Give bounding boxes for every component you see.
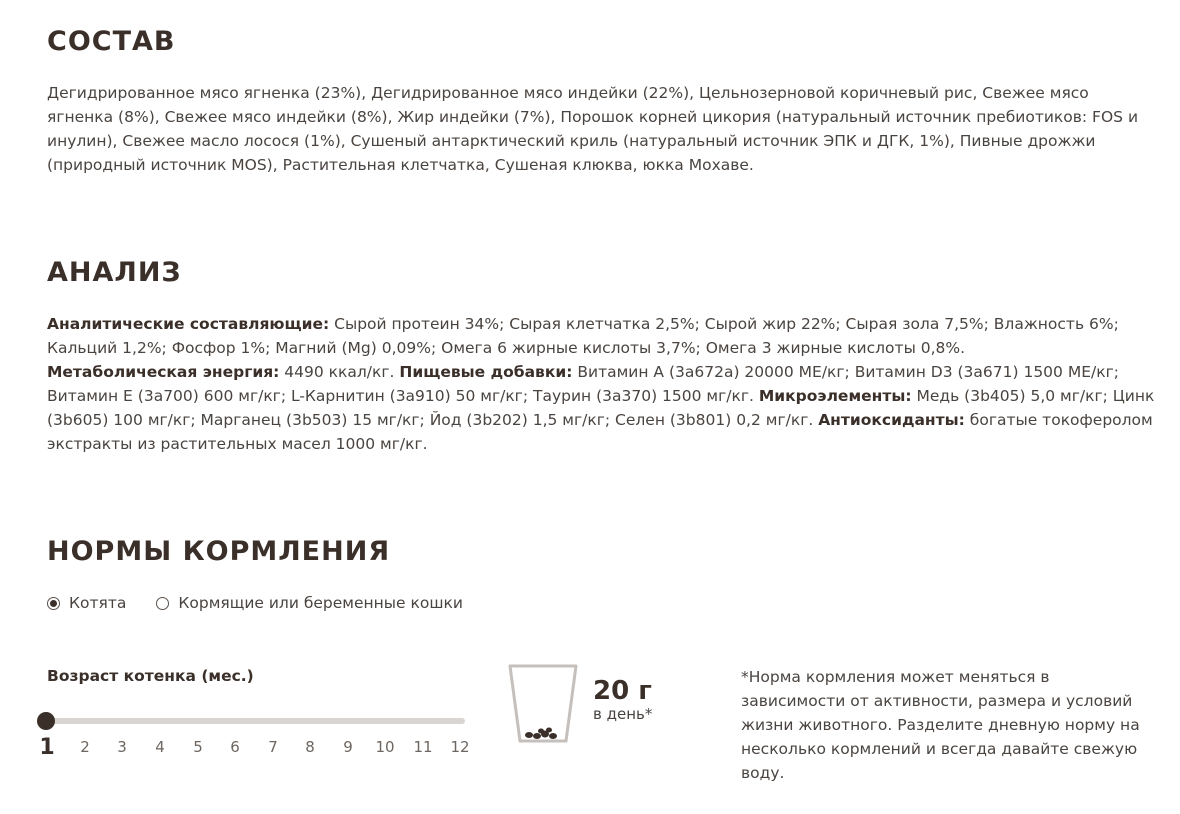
analysis-text (47, 312, 1157, 456)
radio-nursing-pregnant-label: Кормящие или беременные кошки (178, 594, 463, 612)
micro-text: Медь (3b405) 5,0 мг/кг; Цинк (3b605) 100 мг/кг; Марганец (3b503) 15 мг/кг; Йод (3b202) 1,5 мг/кг; Селен (3b801) 0,2 мг/кг. (47, 387, 1155, 429)
feeding-note: *Норма кормления может меняться в зависимости от активности, размера и условий жизни животного. Разделите дневную норму на несколько кормлений и всегда давайте свежую воду. (741, 668, 1140, 782)
analytical-text: Сырой протеин 34%; Сырая клетчатка 2,5%; Сырой жир 22%; Сырая зола 7,5%; Влажность 6%; Кальций 1,2%; Фосфор 1%; Магний (Mg) 0,09%; Омега 6 жирные кислоты 3,7%; Омега 3 жирные кислоты 0,8%. (47, 315, 1119, 357)
age-tick[interactable]: 8 (305, 738, 315, 756)
per-day-label: в день* (593, 705, 653, 723)
age-ticks (0, 735, 500, 764)
feeding-title: НОРМЫ КОРМЛЕНИЯ (47, 536, 391, 567)
additives-label: Пищевые добавки: (399, 363, 573, 381)
age-tick[interactable]: 11 (413, 738, 433, 756)
age-tick[interactable]: 6 (230, 738, 240, 756)
radio-kittens[interactable] (47, 594, 126, 612)
age-tick[interactable]: 1 (39, 735, 55, 760)
age-tick[interactable]: 7 (268, 738, 278, 756)
analysis-title: АНАЛИЗ (47, 257, 182, 288)
age-slider-thumb[interactable] (37, 712, 55, 730)
antioxidants-label: Антиоксиданты: (818, 411, 965, 429)
analytical-label: Аналитические составляющие: (47, 315, 330, 333)
radio-unchecked-icon[interactable] (156, 597, 169, 610)
age-tick[interactable]: 3 (117, 738, 127, 756)
radio-kittens-label: Котята (69, 594, 127, 612)
antioxidants-text: богатые токоферолом экстракты из растительных масел 1000 мг/кг. (47, 411, 1153, 453)
micro-label: Микроэлементы: (758, 387, 912, 405)
radio-checked-icon[interactable] (47, 597, 60, 610)
composition-text: Дегидрированное мясо ягненка (23%), Дегидрированное мясо индейки (22%), Цельнозерновой коричневый рис, Свежее мясо ягненка (8%), Свежее мясо индейки (8%), Жир индейки (7%), Порошок корней цикория (натуральный источник пребиотиков: FOS и инулин), Свежее масло лосося (1%), Сушеный антарктический криль (натуральный источник ЭПК и ДГК, 1%), Пивные дрожжи (природный источник MOS), Растительная клетчатка, Сушеная клюква, юкка Мохаве. (47, 84, 1139, 174)
age-slider-track[interactable] (47, 718, 465, 724)
age-tick[interactable]: 10 (375, 738, 395, 756)
daily-amount: 20 г (593, 676, 652, 706)
age-tick[interactable]: 4 (155, 738, 165, 756)
feeding-type-radio-group (47, 594, 493, 612)
radio-nursing-pregnant[interactable] (156, 594, 463, 612)
age-tick[interactable]: 5 (193, 738, 203, 756)
composition-title: СОСТАВ (47, 26, 176, 57)
age-tick[interactable]: 12 (450, 738, 470, 756)
food-cup-icon (507, 663, 579, 745)
energy-label: Метаболическая энергия: (47, 363, 280, 381)
age-slider-label: Возраст котенка (мес.) (47, 667, 254, 685)
age-tick[interactable]: 2 (80, 738, 90, 756)
age-tick[interactable]: 9 (343, 738, 353, 756)
additives-text: Витамин А (3а672а) 20000 МЕ/кг; Витамин D3 (3а671) 1500 МЕ/кг; Витамин Е (3а700) 600 мг/кг; L-Карнитин (3а910) 50 мг/кг; Таурин (3а370) 1500 мг/кг. (47, 363, 1119, 405)
energy-text: 4490 ккал/кг. (279, 363, 400, 381)
